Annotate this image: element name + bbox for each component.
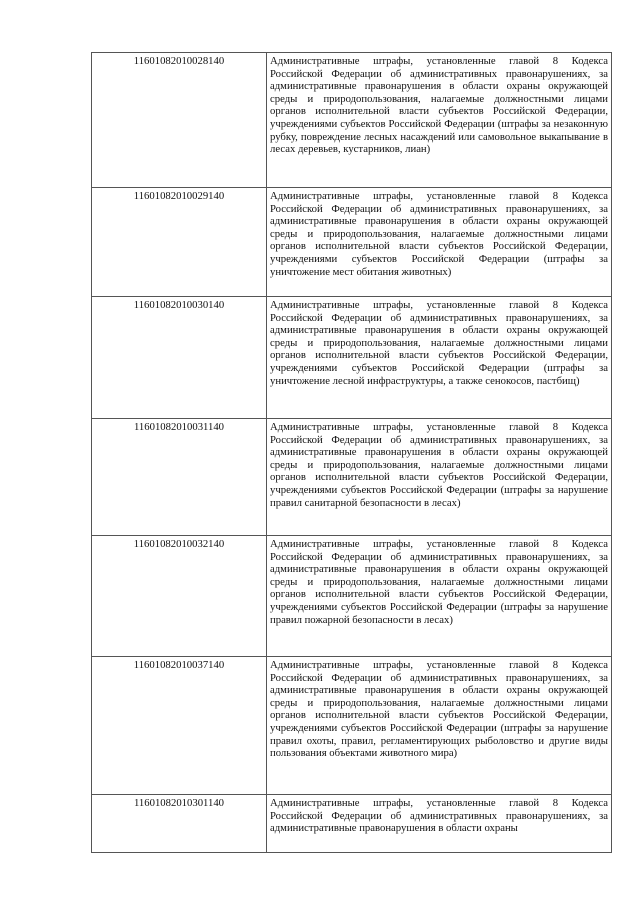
budget-codes-table (91, 52, 612, 853)
description-cell: Административные штрафы, установленные главой 8 Кодекса Российской Федерации об административных правонарушениях, за административные правонарушения в области охраны окружающей среды и природопользования, налагаемые должностными лицами органов исполнительной власти субъектов Российской Федерации, учреждениями субъектов Российской Федерации (штрафы за нарушение правил пожарной безопасности в лесах) (267, 536, 612, 657)
table-row (92, 795, 612, 853)
description-cell: Административные штрафы, установленные главой 8 Кодекса Российской Федерации об административных правонарушениях, за административные правонарушения в области охраны окружающей среды и природопользования, налагаемые должностными лицами органов исполнительной власти субъектов Российской Федерации, учреждениями субъектов Российской Федерации (штрафы за незаконную рубку, повреждение лесных насаждений или самовольное выкапывание в лесах деревьев, кустарников, лиан) (267, 53, 612, 188)
table-row (92, 53, 612, 188)
table-row (92, 536, 612, 657)
description-cell: Административные штрафы, установленные главой 8 Кодекса Российской Федерации об административных правонарушениях, за административные правонарушения в области охраны окружающей среды и природопользования, налагаемые должностными лицами органов исполнительной власти субъектов Российской Федерации, учреждениями субъектов Российской Федерации (штрафы за нарушение правил санитарной безопасности в лесах) (267, 419, 612, 536)
table-row (92, 297, 612, 419)
table-row (92, 657, 612, 795)
code-cell: 11601082010037140 (92, 657, 267, 795)
table-row (92, 188, 612, 297)
description-cell: Административные штрафы, установленные главой 8 Кодекса Российской Федерации об административных правонарушениях, за административные правонарушения в области охраны окружающей среды и природопользования, налагаемые должностными лицами органов исполнительной власти субъектов Российской Федерации, учреждениями субъектов Российской Федерации (штрафы за уничтожение мест обитания животных) (267, 188, 612, 297)
code-cell: 11601082010031140 (92, 419, 267, 536)
code-cell: 11601082010028140 (92, 53, 267, 188)
description-cell: Административные штрафы, установленные главой 8 Кодекса Российской Федерации об административных правонарушениях, за административные правонарушения в области охраны (267, 795, 612, 853)
code-cell: 11601082010029140 (92, 188, 267, 297)
code-cell: 11601082010301140 (92, 795, 267, 853)
code-cell: 11601082010032140 (92, 536, 267, 657)
table-row (92, 419, 612, 536)
description-cell: Административные штрафы, установленные главой 8 Кодекса Российской Федерации об административных правонарушениях, за административные правонарушения в области охраны окружающей среды и природопользования, налагаемые должностными лицами органов исполнительной власти субъектов Российской Федерации, учреждениями субъектов Российской Федерации (штрафы за уничтожение лесной инфраструктуры, а также сенокосов, пастбищ) (267, 297, 612, 419)
code-cell: 11601082010030140 (92, 297, 267, 419)
description-cell: Административные штрафы, установленные главой 8 Кодекса Российской Федерации об административных правонарушениях, за административные правонарушения в области охраны окружающей среды и природопользования, налагаемые должностными лицами органов исполнительной власти субъектов Российской Федерации, учреждениями субъектов Российской Федерации (штрафы за нарушение правил охоты, правил, регламентирующих рыболовство и другие виды пользования объектами животного мира) (267, 657, 612, 795)
